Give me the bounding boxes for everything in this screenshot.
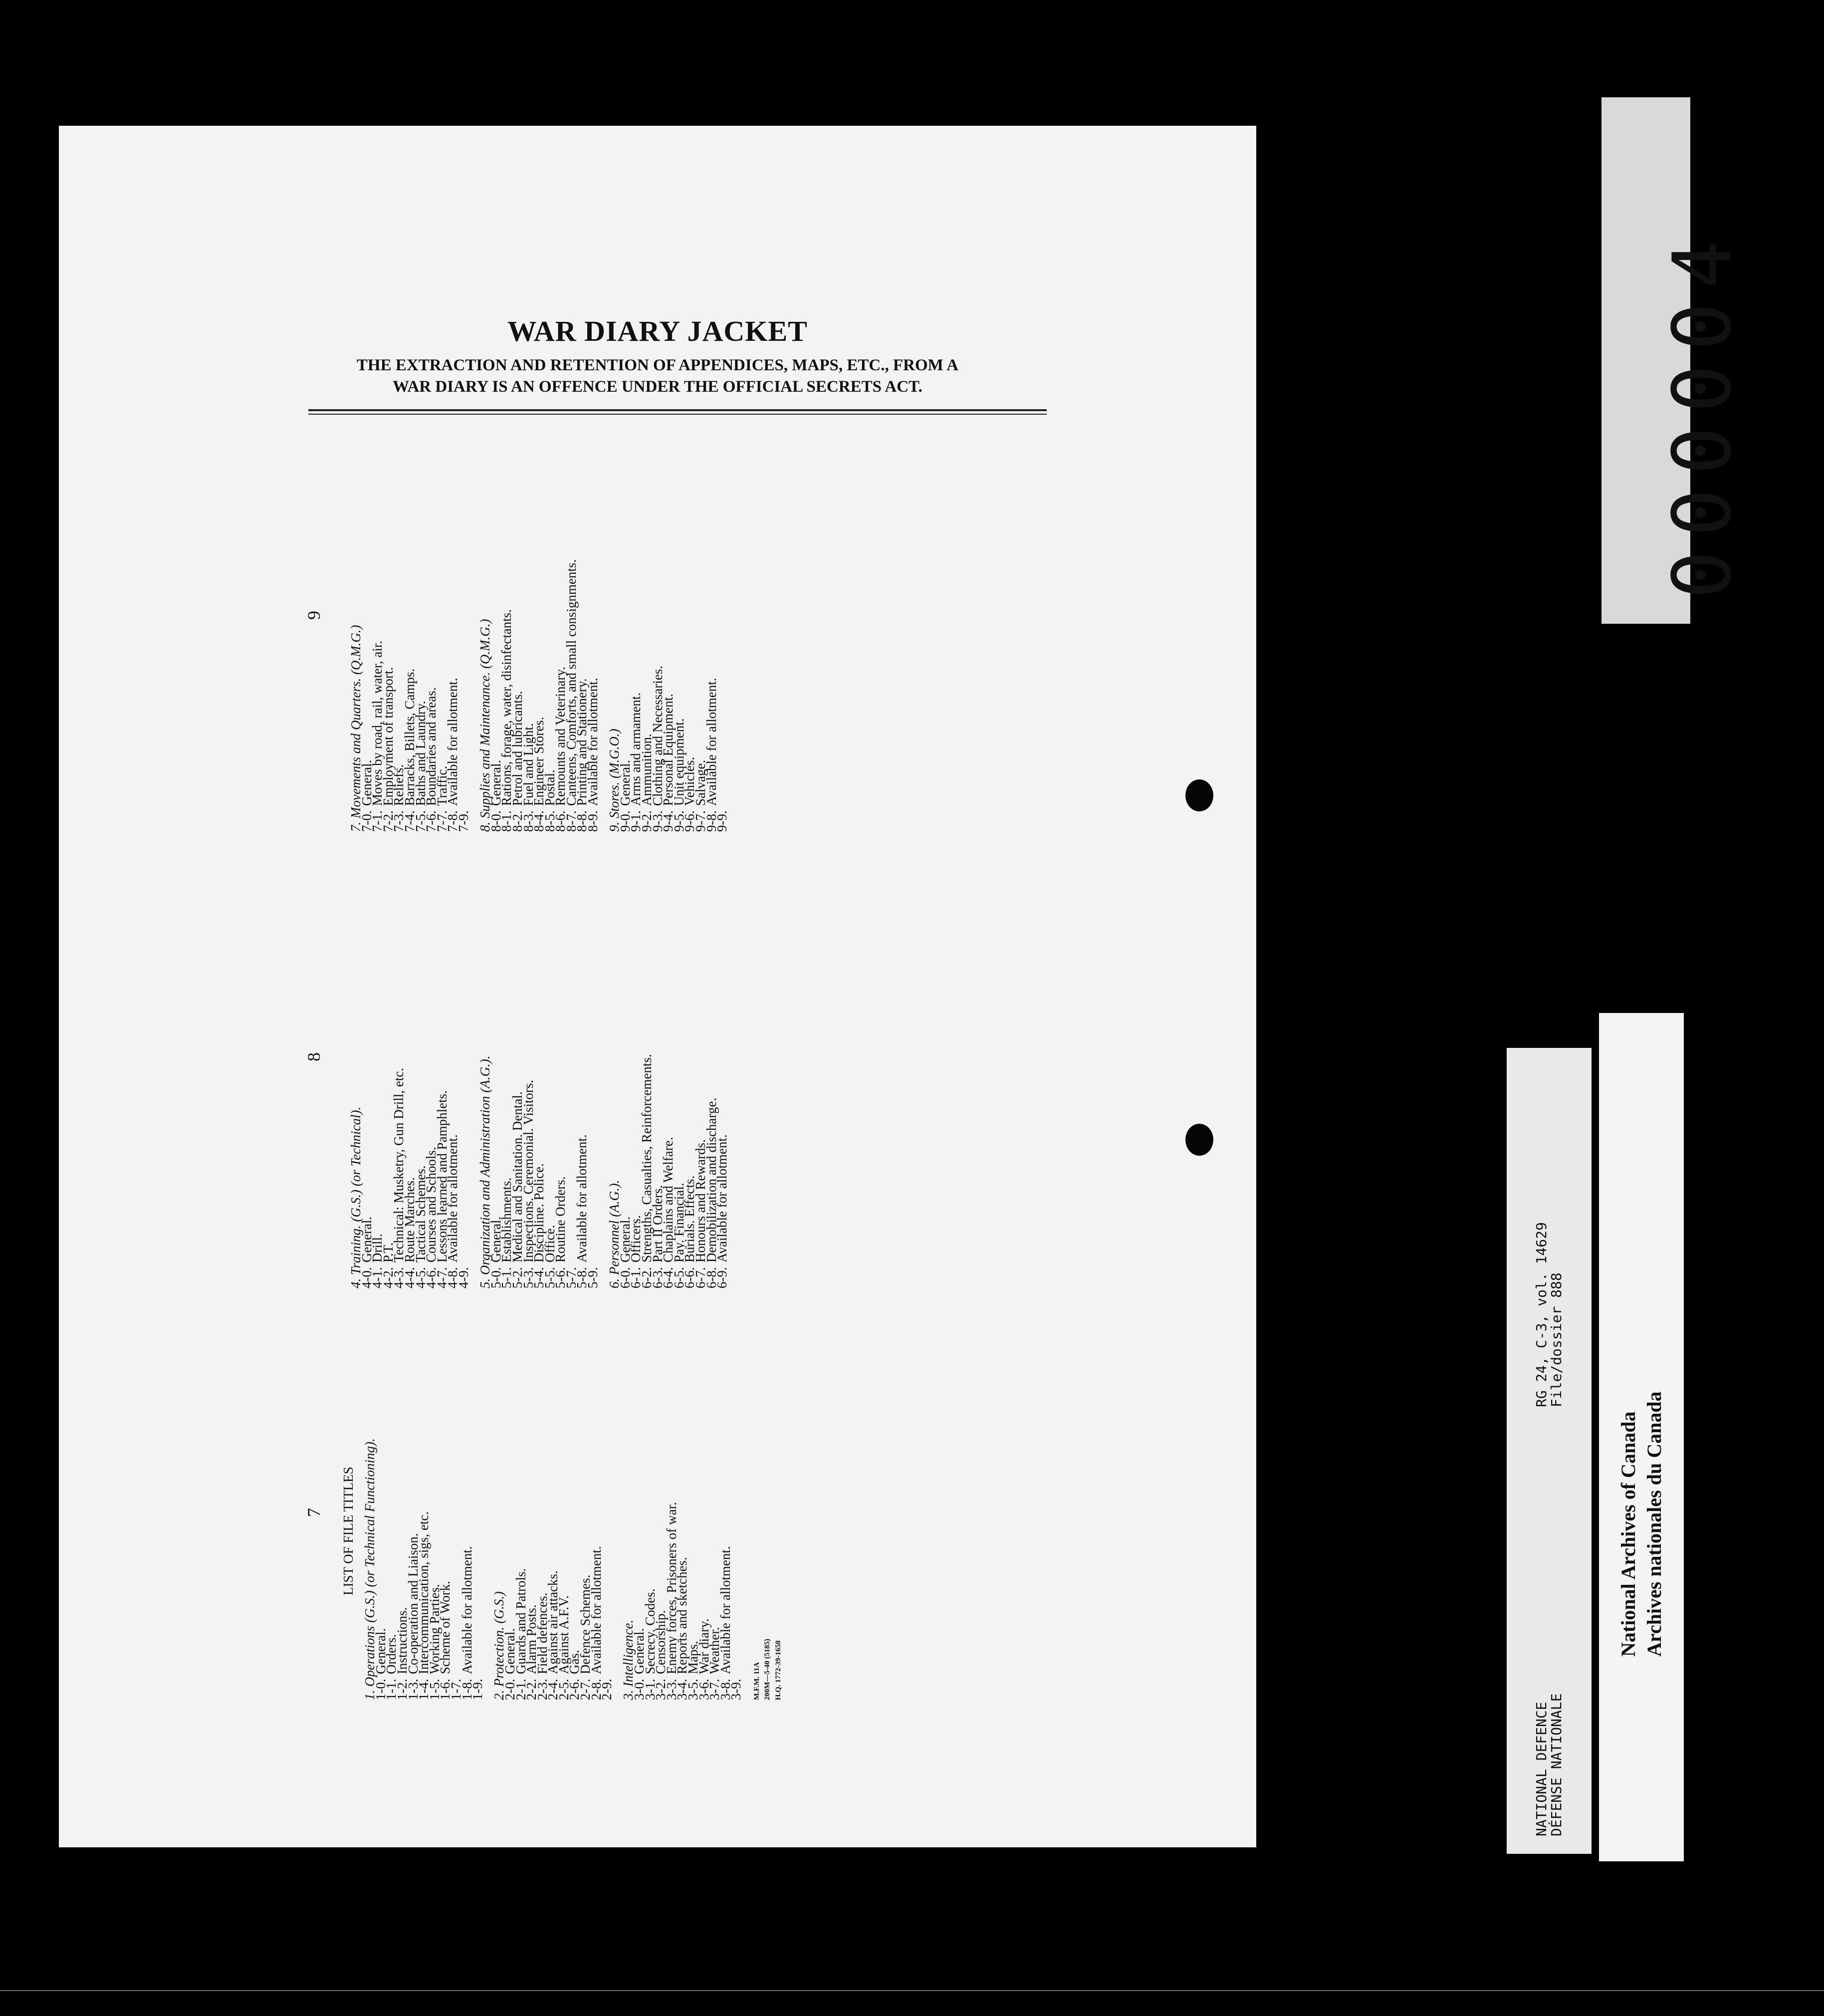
- item-title: General.: [488, 1216, 503, 1262]
- item-title: Available for allotment.: [585, 678, 601, 806]
- form-code: M.F.M. 11A: [752, 1662, 761, 1700]
- item-title: Petrol and lubricants.: [509, 691, 525, 806]
- item-code: 8-7.: [563, 810, 579, 832]
- column-3: [348, 559, 730, 832]
- item-title: Vehicles.: [682, 756, 697, 806]
- item-title: General.: [488, 759, 503, 806]
- item-code: 9-2.: [639, 810, 655, 832]
- section-stores: [609, 559, 728, 832]
- section-protection: [491, 1438, 615, 1700]
- item-title: Available for allotment.: [445, 678, 460, 806]
- item-title: Secrecy. Codes.: [642, 1588, 658, 1674]
- item-code: 7-7.: [434, 810, 450, 832]
- item-title: Available for allotment.: [574, 1134, 590, 1262]
- item-code: 3-8.: [717, 1679, 733, 1700]
- record-group: RG 24, C-3, vol. 14629: [1533, 1222, 1550, 1407]
- page-number-9: 9: [304, 611, 324, 620]
- item-code: 7-0.: [359, 810, 374, 832]
- list-item: [703, 559, 719, 832]
- item-title: Fuel and Light.: [520, 723, 536, 806]
- item-title: Gas.: [567, 1650, 582, 1674]
- item-title: Route Marches.: [402, 1177, 417, 1262]
- item-title: Working Parties.: [427, 1584, 442, 1674]
- item-code: 7-9.: [456, 810, 471, 832]
- section-heading: 6. Personnel (A.G.).: [607, 1180, 622, 1288]
- item-code: 4-5.: [413, 1267, 428, 1288]
- item-code: 2-4.: [545, 1679, 561, 1700]
- list-item: [588, 1438, 604, 1700]
- item-title: Barracks, Billets, Camps.: [402, 668, 417, 806]
- column-2: [348, 1054, 730, 1288]
- item-code: 2-2.: [524, 1679, 539, 1700]
- item-code: 2-5.: [556, 1679, 571, 1700]
- item-code: 5-0.: [488, 1267, 503, 1288]
- item-code: 2-9.: [599, 1679, 615, 1700]
- section-heading: 3. Intelligence.: [621, 1619, 636, 1700]
- item-code: 6-9.: [714, 1267, 730, 1288]
- item-title: Employment of transport.: [380, 667, 396, 806]
- section-heading: 8. Supplies and Maintenance. (Q.M.G.): [477, 619, 493, 832]
- list-item: [445, 1054, 460, 1288]
- item-code: 7-5.: [413, 810, 428, 832]
- archives-label: [1599, 1013, 1684, 1861]
- item-code: 4-1.: [370, 1267, 385, 1288]
- item-code: 4-9.: [456, 1267, 471, 1288]
- item-title: Guards and Patrols.: [513, 1568, 528, 1674]
- item-title: Reports and sketches.: [675, 1557, 690, 1674]
- item-title: Office.: [542, 1225, 557, 1262]
- document-sheet: [59, 126, 1256, 1847]
- section-heading: 5. Organization and Administration (A.G.).: [477, 1055, 493, 1288]
- item-title: Remounts and Veterinary.: [553, 667, 568, 806]
- item-code: 8-3.: [520, 810, 536, 832]
- item-code: 9-9.: [714, 810, 730, 832]
- item-code: 1-0.: [373, 1679, 388, 1700]
- item-code: 9-4.: [661, 810, 676, 832]
- archives-name-fr: Archives nationales du Canada: [1643, 1391, 1665, 1657]
- item-code: 8-4.: [531, 810, 547, 832]
- item-code: 8-0.: [488, 810, 503, 832]
- form-code: H.Q. 1772-39-1658: [774, 1640, 782, 1700]
- item-code: 9-7.: [693, 810, 708, 832]
- item-title: Technical: Musketry, Gun Drill, etc.: [391, 1068, 407, 1262]
- item-title: Baths and Laundry.: [413, 701, 428, 806]
- item-title: Reliefs.: [391, 764, 407, 806]
- item-title: Personal Equipment.: [661, 694, 676, 806]
- item-title: Strengths, Casualties, Reinforcements.: [639, 1054, 655, 1262]
- item-title: Establishments.: [499, 1177, 514, 1262]
- section-movements: [348, 559, 471, 832]
- item-title: Against air attacks.: [545, 1570, 561, 1674]
- item-code: 7-4.: [402, 810, 417, 832]
- item-code: 2-8.: [588, 1679, 604, 1700]
- item-code: 4-8.: [445, 1267, 460, 1288]
- item-code: 7-3.: [391, 810, 407, 832]
- item-title: Salvage.: [693, 759, 708, 806]
- item-code: 4-7.: [434, 1267, 450, 1288]
- item-code: 8-5.: [542, 810, 557, 832]
- item-title: Available for allotment.: [588, 1546, 604, 1674]
- header-rule: [308, 409, 1047, 411]
- item-code: 3-5.: [685, 1679, 700, 1700]
- item-title: P.T.: [380, 1242, 396, 1262]
- item-title: Burials. Effects.: [682, 1175, 697, 1262]
- page-number-8: 8: [304, 1052, 324, 1061]
- item-code: 5-1.: [499, 1267, 514, 1288]
- list-item: [574, 1054, 590, 1288]
- list-item: [440, 1438, 451, 1700]
- item-code: 3-2.: [653, 1679, 669, 1700]
- item-code: 1-5.: [427, 1679, 442, 1700]
- item-title: Enemy forces, Prisoners of war.: [664, 1502, 679, 1674]
- department-fr: DÉFENSE NATIONALE: [1548, 1693, 1565, 1836]
- item-title: Printing and Stationery.: [574, 678, 590, 806]
- item-code: 4-3.: [391, 1267, 407, 1288]
- item-title: Clothing and Necessaries.: [650, 665, 665, 806]
- item-code: 6-0.: [617, 1267, 633, 1288]
- section-supplies: [477, 559, 601, 832]
- item-title: Tactical Schemes.: [413, 1165, 428, 1262]
- list-item: [459, 1438, 474, 1700]
- item-code: 3-4.: [675, 1679, 690, 1700]
- list-item: [445, 559, 460, 832]
- binder-hole: [1185, 1124, 1213, 1156]
- item-title: Arms and armament.: [628, 692, 644, 806]
- item-title: General.: [502, 1628, 517, 1674]
- item-code: 8-1.: [499, 810, 514, 832]
- item-code: 5-6.: [553, 1267, 568, 1288]
- section-heading: 7. Movements and Quarters. (Q.M.G.): [348, 625, 363, 832]
- item-title: Boundaries and areas.: [424, 687, 439, 806]
- item-code: 6-6.: [682, 1267, 697, 1288]
- file-dossier: File/dossier 888: [1548, 1272, 1565, 1407]
- item-code: 8-6.: [553, 810, 568, 832]
- item-title: Rations, forage, water, disinfectants.: [499, 609, 514, 806]
- item-title: Medical and Sanitation. Dental.: [509, 1091, 525, 1262]
- item-title: Available for allotment.: [714, 1134, 730, 1262]
- item-code: 4-0.: [359, 1267, 374, 1288]
- item-code: 3-9.: [728, 1679, 744, 1700]
- list-title: LIST OF FILE TITLES: [341, 1467, 356, 1595]
- item-code: 4-4.: [402, 1267, 417, 1288]
- item-code: 7-6.: [424, 810, 439, 832]
- item-title: Moves by road, rail, water, air.: [370, 640, 385, 806]
- item-code: 1-3.: [405, 1679, 421, 1700]
- item-title: Maps.: [685, 1641, 700, 1674]
- item-code: 6-4.: [661, 1267, 676, 1288]
- item-code: 7-2.: [380, 810, 396, 832]
- item-code: 6-2.: [639, 1267, 655, 1288]
- item-title: Available for allotment.: [717, 1546, 733, 1674]
- item-code: 6-7.: [693, 1267, 708, 1288]
- item-code: 9-5.: [671, 810, 686, 832]
- item-code: 5-3.: [520, 1267, 536, 1288]
- item-title: Part II Orders.: [650, 1185, 665, 1262]
- item-title: Against A.F.V.: [556, 1595, 571, 1674]
- column-1: [343, 1438, 785, 1700]
- item-code: 5-5.: [542, 1267, 557, 1288]
- item-code: 9-6.: [682, 810, 697, 832]
- item-code: 5-9.: [585, 1267, 601, 1288]
- item-title: Intercommunication, sigs, etc.: [416, 1511, 432, 1674]
- item-code: 9-8.: [703, 810, 719, 832]
- item-code: 1-8.: [459, 1679, 474, 1700]
- item-code: 8-9.: [585, 810, 601, 832]
- frame-counter: 000004: [1655, 227, 1749, 599]
- item-code: 6-3.: [650, 1267, 665, 1288]
- item-code: 3-1.: [642, 1679, 658, 1700]
- item-title: General.: [373, 1628, 388, 1674]
- item-title: Available for allotment.: [703, 678, 719, 806]
- item-title: Chaplains and Welfare.: [661, 1137, 676, 1262]
- archives-name-en: National Archives of Canada: [1617, 1411, 1639, 1657]
- item-title: Drill.: [370, 1234, 385, 1262]
- item-code: 3-7.: [707, 1679, 722, 1700]
- item-code: 3-6.: [696, 1679, 711, 1700]
- section-personnel: [609, 1054, 728, 1288]
- item-code: 2-3.: [534, 1679, 550, 1700]
- section-heading: 1. Operations (G.S.) (or Technical Functioning).: [362, 1438, 378, 1700]
- item-title: General.: [617, 1216, 633, 1262]
- item-title: General.: [617, 759, 633, 806]
- item-code: 9-0.: [617, 810, 633, 832]
- item-code: 7-1.: [370, 810, 385, 832]
- page-title: WAR DIARY JACKET: [507, 315, 808, 347]
- list-item: [555, 1054, 566, 1288]
- item-title: Defence Schemes.: [578, 1574, 593, 1674]
- item-title: Courses and Schools.: [424, 1147, 439, 1262]
- section-heading: 2. Protection. (G.S.): [491, 1591, 507, 1700]
- item-title: Weather.: [707, 1627, 722, 1674]
- binder-hole: [1185, 779, 1213, 811]
- item-title: Pay. Financial.: [671, 1183, 686, 1262]
- item-title: Orders.: [384, 1634, 399, 1674]
- item-code: 8-8.: [574, 810, 590, 832]
- item-code: 1-6.: [438, 1679, 453, 1700]
- film-edge-line: [0, 1990, 1824, 1991]
- item-code: 1-4.: [416, 1679, 432, 1700]
- section-heading: 4. Training. (G.S.) (or Technical).: [348, 1106, 363, 1288]
- item-code: 2-1.: [513, 1679, 528, 1700]
- list-item: [714, 1054, 730, 1288]
- item-code: 2-6.: [567, 1679, 582, 1700]
- item-code: 2-0.: [502, 1679, 517, 1700]
- list-item: [585, 559, 601, 832]
- item-code: 7-8.: [445, 810, 460, 832]
- list-item: [717, 1438, 733, 1700]
- item-title: General.: [359, 1216, 374, 1262]
- item-title: Demobilization and discharge.: [703, 1097, 719, 1262]
- item-title: Traffic.: [434, 765, 450, 806]
- section-heading: 9. Stores. (M.G.O.): [607, 729, 622, 832]
- item-title: War diary.: [696, 1618, 711, 1674]
- item-code: 6-8.: [703, 1267, 719, 1288]
- item-code: 2-7.: [578, 1679, 593, 1700]
- item-title: Alarm Posts.: [524, 1604, 539, 1674]
- item-code: 1-1.: [384, 1679, 399, 1700]
- warning-line-1: THE EXTRACTION AND RETENTION OF APPENDICES, MAPS, ETC., FROM A: [356, 356, 959, 374]
- item-code: 5-8.: [574, 1267, 590, 1288]
- item-title: Canteens, Comforts, and small consignments.: [563, 559, 579, 806]
- item-code: 6-5.: [671, 1267, 686, 1288]
- item-code: 5-2.: [509, 1267, 525, 1288]
- item-code: 3-0.: [632, 1679, 647, 1700]
- item-title: Co-operation and Liaison.: [405, 1533, 421, 1674]
- item-title: Field defences.: [534, 1592, 550, 1674]
- item-title: General.: [632, 1628, 647, 1674]
- item-code: 3-3.: [664, 1679, 679, 1700]
- item-title: Instructions.: [394, 1607, 410, 1674]
- header-block: [59, 126, 1256, 435]
- form-code: 200M—5-40 (5185): [763, 1639, 772, 1700]
- item-title: Unit equipment.: [671, 718, 686, 806]
- item-code: 9-3.: [650, 810, 665, 832]
- item-title: General.: [359, 759, 374, 806]
- warning-line-2: WAR DIARY IS AN OFFENCE UNDER THE OFFICIAL SECRETS ACT.: [393, 378, 922, 396]
- item-title: Engineer Stores.: [531, 717, 547, 806]
- item-title: Postal.: [542, 769, 557, 806]
- item-code: 5-4.: [531, 1267, 547, 1288]
- item-title: Officers.: [628, 1215, 644, 1262]
- item-code: 1-2.: [394, 1679, 410, 1700]
- item-title: Honours and Rewards.: [693, 1139, 708, 1262]
- section-intelligence: [623, 1438, 742, 1700]
- item-code: 6-1.: [628, 1267, 644, 1288]
- item-title: Available for allotment.: [445, 1134, 460, 1262]
- page-number-7: 7: [304, 1508, 324, 1517]
- item-code: 4-6.: [424, 1267, 439, 1288]
- item-code: 1-7.: [448, 1679, 463, 1700]
- item-title: Discipline. Police.: [531, 1163, 547, 1262]
- header-rule-thin: [308, 414, 1047, 415]
- item-code: 4-2.: [380, 1267, 396, 1288]
- item-title: Routine Orders.: [553, 1176, 568, 1262]
- item-title: Lessons learned and Pamphlets.: [434, 1090, 450, 1262]
- item-code: 5-7.: [563, 1267, 579, 1288]
- section-organization: [477, 1054, 601, 1288]
- item-title: Ammunition.: [639, 734, 655, 806]
- department-en: NATIONAL DEFENCE: [1533, 1702, 1550, 1836]
- section-operations: [362, 1438, 485, 1700]
- item-title: Available for allotment.: [459, 1546, 474, 1674]
- item-code: 8-2.: [509, 810, 525, 832]
- item-title: Inspections. Ceremonial. Visitors.: [520, 1079, 536, 1262]
- item-title: Scheme of Work.: [438, 1580, 453, 1674]
- section-training: [348, 1054, 471, 1288]
- item-title: Censorship.: [653, 1610, 669, 1674]
- item-code: 9-1.: [628, 810, 644, 832]
- item-code: 1-9.: [470, 1679, 485, 1700]
